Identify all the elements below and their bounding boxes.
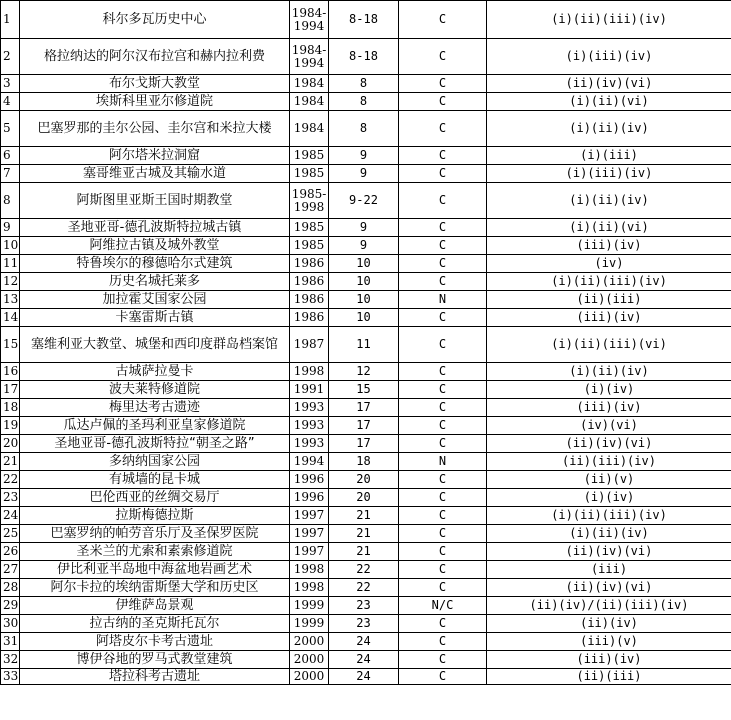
committee-session-cell: 23 xyxy=(329,597,399,615)
row-index-cell: 30 xyxy=(1,615,20,633)
committee-session-cell: 10 xyxy=(329,309,399,327)
site-type-cell: C xyxy=(399,273,487,291)
site-name-cell: 阿维拉古镇及城外教堂 xyxy=(20,237,290,255)
selection-criteria-cell: (ii)(iii) xyxy=(487,669,731,685)
row-index-cell: 13 xyxy=(1,291,20,309)
committee-session-cell: 9-22 xyxy=(329,183,399,219)
selection-criteria-cell: (iv) xyxy=(487,255,731,273)
inscription-year-cell: 1996 xyxy=(290,489,329,507)
site-type-cell: C xyxy=(399,471,487,489)
table-row xyxy=(1,147,731,165)
inscription-year-cell: 1997 xyxy=(290,507,329,525)
selection-criteria-cell: (i)(iv) xyxy=(487,489,731,507)
inscription-year-cell: 2000 xyxy=(290,669,329,685)
site-name-cell: 圣地亚哥-德孔波斯特拉城古镇 xyxy=(20,219,290,237)
site-name-cell: 梅里达考古遗迹 xyxy=(20,399,290,417)
site-name-cell: 阿斯图里亚斯王国时期教堂 xyxy=(20,183,290,219)
site-name-cell: 伊维萨岛景观 xyxy=(20,597,290,615)
site-name-cell: 圣地亚哥-德孔波斯特拉“朝圣之路” xyxy=(20,435,290,453)
selection-criteria-cell: (i)(ii)(iv) xyxy=(487,183,731,219)
selection-criteria-cell: (i)(iii)(iv) xyxy=(487,39,731,75)
site-name-cell: 埃斯科里亚尔修道院 xyxy=(20,93,290,111)
site-type-cell: C xyxy=(399,579,487,597)
site-type-cell: C xyxy=(399,417,487,435)
inscription-year-cell: 1998 xyxy=(290,561,329,579)
site-name-cell: 阿尔塔米拉洞窟 xyxy=(20,147,290,165)
site-name-cell: 塔拉科考古遗址 xyxy=(20,669,290,685)
site-type-cell: C xyxy=(399,507,487,525)
committee-session-cell: 9 xyxy=(329,147,399,165)
selection-criteria-cell: (iii)(v) xyxy=(487,633,731,651)
committee-session-cell: 9 xyxy=(329,237,399,255)
row-index-cell: 11 xyxy=(1,255,20,273)
table-row xyxy=(1,651,731,669)
inscription-year-cell: 1986 xyxy=(290,273,329,291)
selection-criteria-cell: (i)(ii)(iv) xyxy=(487,525,731,543)
row-index-cell: 10 xyxy=(1,237,20,255)
inscription-year-cell: 1994 xyxy=(290,453,329,471)
table-row xyxy=(1,543,731,561)
site-type-cell: C xyxy=(399,435,487,453)
table-row xyxy=(1,525,731,543)
row-index-cell: 19 xyxy=(1,417,20,435)
site-type-cell: C xyxy=(399,309,487,327)
committee-session-cell: 22 xyxy=(329,579,399,597)
committee-session-cell: 23 xyxy=(329,615,399,633)
table-body xyxy=(1,1,731,685)
site-type-cell: C xyxy=(399,543,487,561)
site-type-cell: C xyxy=(399,327,487,363)
table-row xyxy=(1,183,731,219)
row-index-cell: 17 xyxy=(1,381,20,399)
selection-criteria-cell: (i)(ii)(iv) xyxy=(487,363,731,381)
site-name-cell: 有城墙的昆卡城 xyxy=(20,471,290,489)
table-row xyxy=(1,633,731,651)
row-index-cell: 24 xyxy=(1,507,20,525)
inscription-year-cell: 2000 xyxy=(290,633,329,651)
table-row xyxy=(1,309,731,327)
row-index-cell: 4 xyxy=(1,93,20,111)
committee-session-cell: 20 xyxy=(329,489,399,507)
row-index-cell: 26 xyxy=(1,543,20,561)
row-index-cell: 21 xyxy=(1,453,20,471)
site-name-cell: 塞维利亚大教堂、城堡和西印度群岛档案馆 xyxy=(20,327,290,363)
row-index-cell: 14 xyxy=(1,309,20,327)
inscription-year-cell: 1985 xyxy=(290,165,329,183)
selection-criteria-cell: (iii) xyxy=(487,561,731,579)
site-name-cell: 科尔多瓦历史中心 xyxy=(20,1,290,39)
committee-session-cell: 17 xyxy=(329,417,399,435)
inscription-year-cell: 1984 xyxy=(290,111,329,147)
inscription-year-cell: 1997 xyxy=(290,543,329,561)
row-index-cell: 6 xyxy=(1,147,20,165)
table-row xyxy=(1,327,731,363)
row-index-cell: 22 xyxy=(1,471,20,489)
selection-criteria-cell: (ii)(iv)/(ii)(iii)(iv) xyxy=(487,597,731,615)
site-type-cell: C xyxy=(399,183,487,219)
site-type-cell: C xyxy=(399,147,487,165)
selection-criteria-cell: (i)(ii)(vi) xyxy=(487,219,731,237)
table-row xyxy=(1,219,731,237)
site-type-cell: C xyxy=(399,363,487,381)
row-index-cell: 27 xyxy=(1,561,20,579)
committee-session-cell: 21 xyxy=(329,525,399,543)
site-type-cell: C xyxy=(399,489,487,507)
site-type-cell: C xyxy=(399,651,487,669)
site-name-cell: 多纳纳国家公园 xyxy=(20,453,290,471)
table-row xyxy=(1,579,731,597)
committee-session-cell: 11 xyxy=(329,327,399,363)
site-type-cell: C xyxy=(399,525,487,543)
site-name-cell: 瓜达卢佩的圣玛利亚皇家修道院 xyxy=(20,417,290,435)
table-row xyxy=(1,435,731,453)
table-row xyxy=(1,255,731,273)
site-type-cell: C xyxy=(399,1,487,39)
site-name-cell: 圣米兰的尤索和素索修道院 xyxy=(20,543,290,561)
inscription-year-cell: 1986 xyxy=(290,291,329,309)
site-name-cell: 波夫莱特修道院 xyxy=(20,381,290,399)
row-index-cell: 23 xyxy=(1,489,20,507)
site-name-cell: 阿尔卡拉的埃纳雷斯堡大学和历史区 xyxy=(20,579,290,597)
row-index-cell: 7 xyxy=(1,165,20,183)
committee-session-cell: 24 xyxy=(329,633,399,651)
table-row xyxy=(1,75,731,93)
site-type-cell: C xyxy=(399,93,487,111)
selection-criteria-cell: (iii)(iv) xyxy=(487,399,731,417)
selection-criteria-cell: (iii)(iv) xyxy=(487,237,731,255)
inscription-year-cell: 1996 xyxy=(290,471,329,489)
inscription-year-cell: 1985 xyxy=(290,237,329,255)
committee-session-cell: 22 xyxy=(329,561,399,579)
selection-criteria-cell: (ii)(v) xyxy=(487,471,731,489)
site-type-cell: C xyxy=(399,669,487,685)
site-name-cell: 卡塞雷斯古镇 xyxy=(20,309,290,327)
table-row xyxy=(1,165,731,183)
row-index-cell: 18 xyxy=(1,399,20,417)
selection-criteria-cell: (i)(ii)(vi) xyxy=(487,93,731,111)
table-row xyxy=(1,453,731,471)
table-row xyxy=(1,399,731,417)
inscription-year-cell: 1984-1994 xyxy=(290,1,329,39)
inscription-year-cell: 1985 xyxy=(290,147,329,165)
table-row xyxy=(1,39,731,75)
selection-criteria-cell: (ii)(iv) xyxy=(487,615,731,633)
inscription-year-cell: 1999 xyxy=(290,615,329,633)
committee-session-cell: 10 xyxy=(329,255,399,273)
row-index-cell: 25 xyxy=(1,525,20,543)
table-row xyxy=(1,669,731,685)
site-name-cell: 特鲁埃尔的穆德哈尔式建筑 xyxy=(20,255,290,273)
committee-session-cell: 9 xyxy=(329,219,399,237)
row-index-cell: 15 xyxy=(1,327,20,363)
row-index-cell: 32 xyxy=(1,651,20,669)
row-index-cell: 1 xyxy=(1,1,20,39)
selection-criteria-cell: (i)(iii) xyxy=(487,147,731,165)
table-row xyxy=(1,597,731,615)
committee-session-cell: 8-18 xyxy=(329,1,399,39)
table-row xyxy=(1,507,731,525)
committee-session-cell: 17 xyxy=(329,399,399,417)
row-index-cell: 9 xyxy=(1,219,20,237)
site-name-cell: 阿塔皮尔卡考古遗址 xyxy=(20,633,290,651)
table-row xyxy=(1,1,731,39)
site-name-cell: 格拉纳达的阿尔汉布拉宫和赫内拉利费 xyxy=(20,39,290,75)
inscription-year-cell: 1998 xyxy=(290,363,329,381)
site-name-cell: 塞哥维亚古城及其输水道 xyxy=(20,165,290,183)
site-name-cell: 巴塞罗那的圭尔公园、圭尔宫和米拉大楼 xyxy=(20,111,290,147)
inscription-year-cell: 1985-1998 xyxy=(290,183,329,219)
selection-criteria-cell: (iv)(vi) xyxy=(487,417,731,435)
committee-session-cell: 24 xyxy=(329,651,399,669)
table-row xyxy=(1,93,731,111)
inscription-year-cell: 1993 xyxy=(290,435,329,453)
table-row xyxy=(1,561,731,579)
table-row xyxy=(1,471,731,489)
inscription-year-cell: 1984 xyxy=(290,93,329,111)
site-type-cell: C xyxy=(399,237,487,255)
row-index-cell: 5 xyxy=(1,111,20,147)
inscription-year-cell: 1985 xyxy=(290,219,329,237)
selection-criteria-cell: (i)(iv) xyxy=(487,381,731,399)
row-index-cell: 28 xyxy=(1,579,20,597)
site-name-cell: 布尔戈斯大教堂 xyxy=(20,75,290,93)
committee-session-cell: 9 xyxy=(329,165,399,183)
table-row xyxy=(1,363,731,381)
inscription-year-cell: 2000 xyxy=(290,651,329,669)
row-index-cell: 3 xyxy=(1,75,20,93)
row-index-cell: 33 xyxy=(1,669,20,685)
inscription-year-cell: 1999 xyxy=(290,597,329,615)
site-name-cell: 巴塞罗纳的帕劳音乐厅及圣保罗医院 xyxy=(20,525,290,543)
row-index-cell: 29 xyxy=(1,597,20,615)
committee-session-cell: 17 xyxy=(329,435,399,453)
selection-criteria-cell: (ii)(iv)(vi) xyxy=(487,435,731,453)
table-row xyxy=(1,273,731,291)
site-name-cell: 古城萨拉曼卡 xyxy=(20,363,290,381)
inscription-year-cell: 1986 xyxy=(290,309,329,327)
selection-criteria-cell: (ii)(iii)(iv) xyxy=(487,453,731,471)
site-type-cell: C xyxy=(399,255,487,273)
site-name-cell: 加拉霍艾国家公园 xyxy=(20,291,290,309)
table-row xyxy=(1,237,731,255)
site-type-cell: N/C xyxy=(399,597,487,615)
committee-session-cell: 20 xyxy=(329,471,399,489)
committee-session-cell: 8 xyxy=(329,75,399,93)
site-type-cell: C xyxy=(399,561,487,579)
inscription-year-cell: 1984 xyxy=(290,75,329,93)
committee-session-cell: 24 xyxy=(329,669,399,685)
table-row xyxy=(1,417,731,435)
committee-session-cell: 8-18 xyxy=(329,39,399,75)
inscription-year-cell: 1986 xyxy=(290,255,329,273)
table-row xyxy=(1,291,731,309)
table-row xyxy=(1,489,731,507)
selection-criteria-cell: (iii)(iv) xyxy=(487,651,731,669)
selection-criteria-cell: (iii)(iv) xyxy=(487,309,731,327)
site-name-cell: 伊比利亚半岛地中海盆地岩画艺术 xyxy=(20,561,290,579)
inscription-year-cell: 1991 xyxy=(290,381,329,399)
site-name-cell: 拉古纳的圣克斯托瓦尔 xyxy=(20,615,290,633)
inscription-year-cell: 1993 xyxy=(290,399,329,417)
row-index-cell: 16 xyxy=(1,363,20,381)
table-row xyxy=(1,615,731,633)
table-row xyxy=(1,381,731,399)
selection-criteria-cell: (i)(ii)(iv) xyxy=(487,111,731,147)
committee-session-cell: 21 xyxy=(329,543,399,561)
selection-criteria-cell: (i)(ii)(iii)(iv) xyxy=(487,273,731,291)
site-type-cell: C xyxy=(399,111,487,147)
selection-criteria-cell: (ii)(iv)(vi) xyxy=(487,75,731,93)
row-index-cell: 31 xyxy=(1,633,20,651)
site-name-cell: 博伊谷地的罗马式教堂建筑 xyxy=(20,651,290,669)
inscription-year-cell: 1984-1994 xyxy=(290,39,329,75)
inscription-year-cell: 1997 xyxy=(290,525,329,543)
selection-criteria-cell: (i)(iii)(iv) xyxy=(487,165,731,183)
selection-criteria-cell: (i)(ii)(iii)(vi) xyxy=(487,327,731,363)
site-name-cell: 历史名城托莱多 xyxy=(20,273,290,291)
committee-session-cell: 12 xyxy=(329,363,399,381)
committee-session-cell: 18 xyxy=(329,453,399,471)
site-type-cell: C xyxy=(399,381,487,399)
site-type-cell: C xyxy=(399,615,487,633)
row-index-cell: 8 xyxy=(1,183,20,219)
committee-session-cell: 8 xyxy=(329,93,399,111)
site-type-cell: C xyxy=(399,165,487,183)
selection-criteria-cell: (ii)(iv)(vi) xyxy=(487,543,731,561)
site-type-cell: C xyxy=(399,219,487,237)
selection-criteria-cell: (i)(ii)(iii)(iv) xyxy=(487,1,731,39)
selection-criteria-cell: (i)(ii)(iii)(iv) xyxy=(487,507,731,525)
site-type-cell: N xyxy=(399,291,487,309)
site-name-cell: 巴伦西亚的丝绸交易厅 xyxy=(20,489,290,507)
committee-session-cell: 10 xyxy=(329,291,399,309)
site-type-cell: C xyxy=(399,633,487,651)
committee-session-cell: 15 xyxy=(329,381,399,399)
committee-session-cell: 21 xyxy=(329,507,399,525)
site-type-cell: N xyxy=(399,453,487,471)
inscription-year-cell: 1998 xyxy=(290,579,329,597)
row-index-cell: 20 xyxy=(1,435,20,453)
site-type-cell: C xyxy=(399,75,487,93)
inscription-year-cell: 1993 xyxy=(290,417,329,435)
selection-criteria-cell: (ii)(iii) xyxy=(487,291,731,309)
row-index-cell: 12 xyxy=(1,273,20,291)
site-type-cell: C xyxy=(399,399,487,417)
selection-criteria-cell: (ii)(iv)(vi) xyxy=(487,579,731,597)
row-index-cell: 2 xyxy=(1,39,20,75)
site-name-cell: 拉斯梅德拉斯 xyxy=(20,507,290,525)
committee-session-cell: 10 xyxy=(329,273,399,291)
committee-session-cell: 8 xyxy=(329,111,399,147)
table-row xyxy=(1,111,731,147)
site-type-cell: C xyxy=(399,39,487,75)
inscription-year-cell: 1987 xyxy=(290,327,329,363)
